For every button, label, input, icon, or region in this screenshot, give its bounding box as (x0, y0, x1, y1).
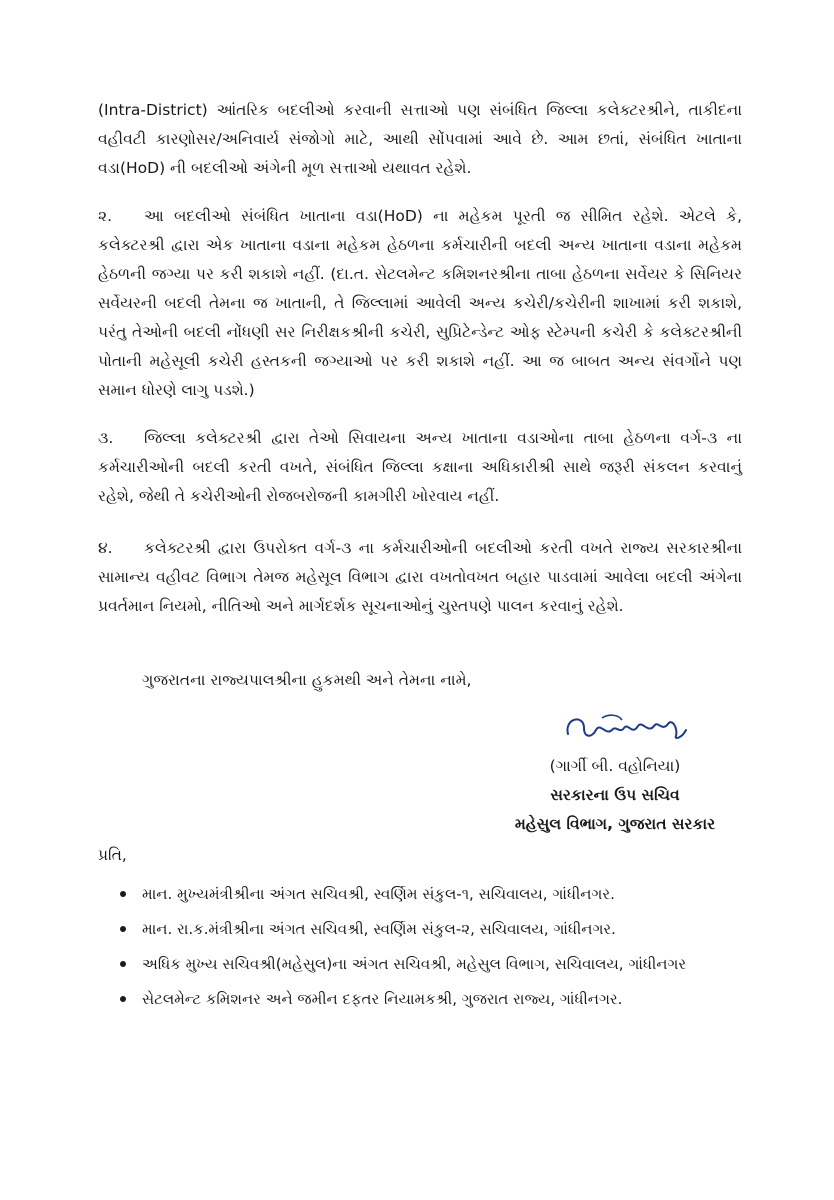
paragraph-2 (98, 202, 742, 405)
paragraph-text: આ બદલીઓ સંબંધિત ખાતાના વડા(HoD) ના મહેકમ પૂરતી જ સીમિત રહેશે. એટલે કે, કલેક્ટરશ્રી દ્વારા એક ખાતાના વડાના મહેકમ હેઠળના કર્મચારીની બદલી અન્ય ખાતાના વડાના મહેકમ હેઠળની જગ્યા પર કરી શકાશે નહીં. (દા.ત. સેટલમેન્ટ કમિશનરશ્રીના તાબા હેઠળના સર્વેયર કે સિનિયર સર્વેયરની બદલી તેમના જ ખાતાની, તે જિલ્લામાં આવેલી અન્ય કચેરી/કચેરીની શાખામાં કરી શકાશે, પરંતુ તેઓની બદલી નોંધણી સર નિરીક્ષકશ્રીની કચેરી, સુપ્રિટેન્ડેન્ટ ઓફ સ્ટેમ્પની કચેરી કે કલેક્ટરશ્રીની પોતાની મહેસૂલી કચેરી હસ્તકની જગ્યાઓ પર કરી શકાશે નહીં. આ જ બાબત અન્ય સંવર્ગોને પણ સમાન ધોરણે લાગુ પડશે.) (98, 207, 742, 399)
signatory-name: (ગાર્ગી બી. વહોનિયા) (549, 757, 681, 775)
list-item: માન. મુખ્યમંત્રીશ્રીના અંગત સચિવશ્રી, સ્વર્ણિમ સંકુલ-૧, સચિવાલય, ગાંધીનગર. (98, 880, 738, 909)
paragraph-number: ૨. (98, 207, 113, 225)
list-item: સેટલમેન્ટ કમિશનર અને જમીન દફતર નિયામકશ્રી, ગુજરાત રાજ્ય, ગાંધીનગર. (98, 985, 738, 1014)
signature-block (500, 752, 730, 839)
paragraph-text: કલેક્ટરશ્રી દ્વારા ઉપરોક્ત વર્ગ-૩ ના કર્મચારીઓની બદલીઓ કરતી વખતે રાજ્ય સરકારશ્રીના સામાન્ય વહીવટ વિભાગ તેમજ મહેસૂલ વિભાગ દ્વારા વખતોવખત બહાર પાડવામાં આવેલા બદલી અંગેના પ્રવર્તમાન નિયમો, નીતિઓ અને માર્ગદર્શક સૂચનાઓનું ચુસ્તપણે પાલન કરવાનું રહેશે. (98, 539, 742, 615)
recipient-list (98, 880, 738, 1020)
signatory-designation: સરકારના ઉપ સચિવ (550, 786, 680, 804)
paragraph-3 (98, 424, 742, 511)
paragraph-intro-text: (Intra-District) આંતરિક બદલીઓ કરવાની સત્તાઓ પણ સંબંધિત જિલ્લા કલેક્ટરશ્રીને, તાકીદના વહીવટી કારણોસર/અનિવાર્ય સંજોગો માટે, આથી સોંપવામાં આવે છે. આમ છતાં, સંબંધિત ખાતાના વડા(HoD) ની બદલીઓ અંગેની મૂળ સત્તાઓ યથાવત રહેશે. (98, 101, 742, 177)
to-label: પ્રતિ, (98, 846, 127, 864)
list-item: અધિક મુખ્ય સચિવશ્રી(મહેસુલ)ના અંગત સચિવશ્રી, મહેસુલ વિભાગ, સચિવાલય, ગાંધીનગર (98, 950, 738, 979)
paragraph-number: ૩. (98, 429, 114, 447)
paragraph-text: જિલ્લા કલેક્ટરશ્રી દ્વારા તેઓ સિવાયના અન્ય ખાતાના વડાઓના તાબા હેઠળના વર્ગ-૩ ના કર્મચારીઓની બદલી કરતી વખતે, સંબંધિત જિલ્લા કક્ષાના અધિકારીશ્રી સાથે જરૂરી સંકલન કરવાનું રહેશે, જેથી તે કચેરીઓની રોજબરોજની કામગીરી ખોરવાય નહીં. (98, 429, 742, 505)
signature-image (562, 708, 692, 748)
closing-line: ગુજરાતના રાજ્યપાલશ્રીના હુકમથી અને તેમના નામે, (142, 671, 472, 689)
paragraph-intro (98, 96, 742, 183)
signatory-department: મહેસુલ વિભાગ, ગુજરાત સરકાર (514, 815, 716, 833)
paragraph-4 (98, 534, 742, 621)
list-item: માન. રા.ક.મંત્રીશ્રીના અંગત સચિવશ્રી, સ્વર્ણિમ સંકુલ-૨, સચિવાલય, ગાંધીનગર. (98, 915, 738, 944)
paragraph-number: ૪. (98, 539, 113, 557)
